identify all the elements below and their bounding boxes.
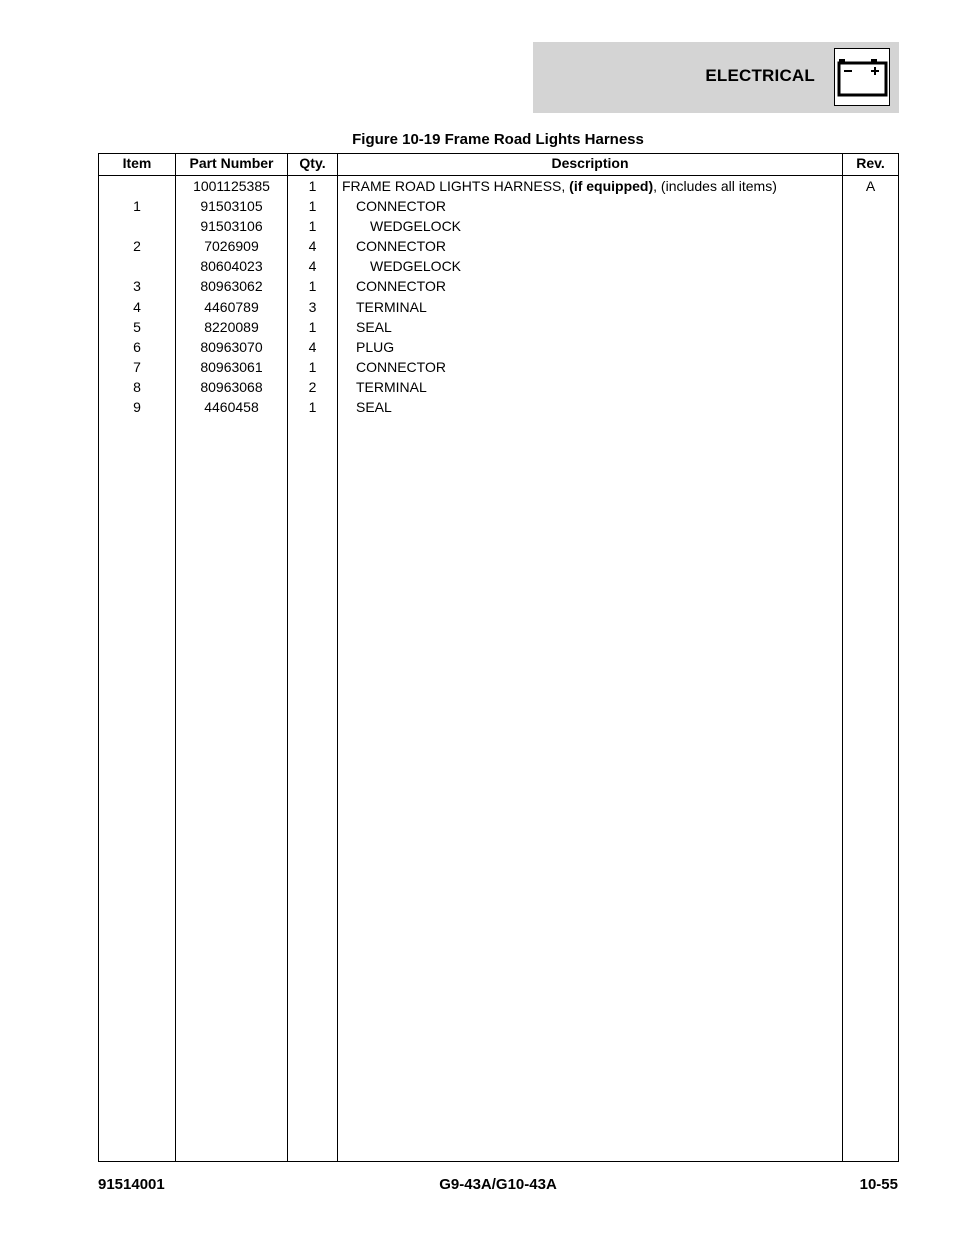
description: [342, 297, 856, 317]
description-text: SEAL: [356, 318, 392, 335]
table-row: [99, 337, 898, 357]
item-number: 3: [133, 278, 141, 295]
table-row: [99, 317, 898, 337]
description: [342, 256, 870, 276]
quantity: 1: [308, 218, 317, 235]
description-text: TERMINAL: [356, 298, 427, 315]
quantity: 1: [308, 198, 317, 215]
table-body: [99, 176, 898, 417]
quantity: 4: [308, 238, 317, 255]
description-text: CONNECTOR: [356, 198, 446, 215]
item-number: 4: [133, 298, 141, 315]
part-number: 7026909: [204, 238, 259, 255]
battery-icon-frame: [834, 48, 890, 106]
column-header-part-number: Part Number: [189, 155, 274, 171]
description-text: CONNECTOR: [356, 358, 446, 375]
item-number: 5: [133, 318, 141, 335]
part-number: 80604023: [200, 258, 263, 275]
figure-title: Figure 10-19 Frame Road Lights Harness: [352, 131, 644, 148]
item-number: 1: [133, 198, 141, 215]
column-header-item: Item: [122, 155, 152, 171]
table-row: [99, 196, 898, 216]
column-header-description: Description: [551, 155, 629, 171]
part-number: 80963062: [200, 278, 263, 295]
table-row: [99, 377, 898, 397]
description: [342, 397, 856, 417]
description-note: , (includes all items): [653, 178, 777, 194]
item-number: 7: [133, 358, 141, 375]
quantity: 1: [308, 358, 317, 375]
section-title: ELECTRICAL: [705, 66, 815, 85]
table-row: [99, 397, 898, 417]
part-number: 80963070: [200, 338, 263, 355]
table-row: [99, 276, 898, 296]
description: [342, 357, 856, 377]
description-text: PLUG: [356, 338, 395, 355]
table-row: [99, 176, 898, 196]
description-qualifier: (if equipped): [569, 178, 654, 194]
table-row: [99, 256, 898, 276]
part-number: 91503106: [200, 218, 263, 235]
table-row: [99, 297, 898, 317]
description: [342, 216, 870, 236]
description: [342, 317, 856, 337]
description-text: TERMINAL: [356, 378, 427, 395]
quantity: 4: [308, 338, 317, 355]
item-number: 8: [133, 378, 141, 395]
quantity: 1: [308, 399, 317, 416]
section-tab: [533, 42, 899, 113]
part-number: 4460789: [204, 298, 259, 315]
description-text: FRAME ROAD LIGHTS HARNESS,: [342, 178, 566, 194]
battery-icon: [835, 49, 891, 107]
description-text: WEDGELOCK: [370, 258, 462, 275]
part-number: 80963061: [200, 358, 263, 375]
description: [342, 276, 856, 296]
quantity: 4: [308, 258, 317, 275]
column-header-rev: Rev.: [856, 155, 885, 171]
table-row: [99, 216, 898, 236]
table-row: [99, 236, 898, 256]
footer-page-number: 10-55: [859, 1176, 898, 1193]
part-number: 1001125385: [193, 178, 270, 194]
description: [342, 236, 856, 256]
footer-model: G9-43A/G10-43A: [439, 1176, 557, 1193]
table-row: [99, 357, 898, 377]
item-number: 2: [133, 238, 141, 255]
item-number: 6: [133, 338, 141, 355]
description-text: CONNECTOR: [356, 278, 446, 295]
description: [342, 337, 856, 357]
description: [342, 196, 856, 216]
description-text: SEAL: [356, 399, 392, 416]
quantity: 1: [308, 178, 317, 194]
part-number: 8220089: [204, 318, 259, 335]
part-number: 91503105: [200, 198, 263, 215]
part-number: 80963068: [200, 378, 263, 395]
column-header-qty: Qty.: [299, 155, 326, 171]
description: [342, 176, 842, 196]
parts-table: [98, 153, 899, 1162]
description: [342, 377, 856, 397]
quantity: 2: [308, 378, 317, 395]
description-text: WEDGELOCK: [370, 218, 462, 235]
quantity: 1: [308, 278, 317, 295]
revision: A: [865, 178, 876, 194]
part-number: 4460458: [204, 399, 259, 416]
description-text: CONNECTOR: [356, 238, 446, 255]
quantity: 1: [308, 318, 317, 335]
item-number: 9: [133, 399, 141, 416]
footer-doc-number: 91514001: [98, 1176, 165, 1193]
quantity: 3: [308, 298, 317, 315]
